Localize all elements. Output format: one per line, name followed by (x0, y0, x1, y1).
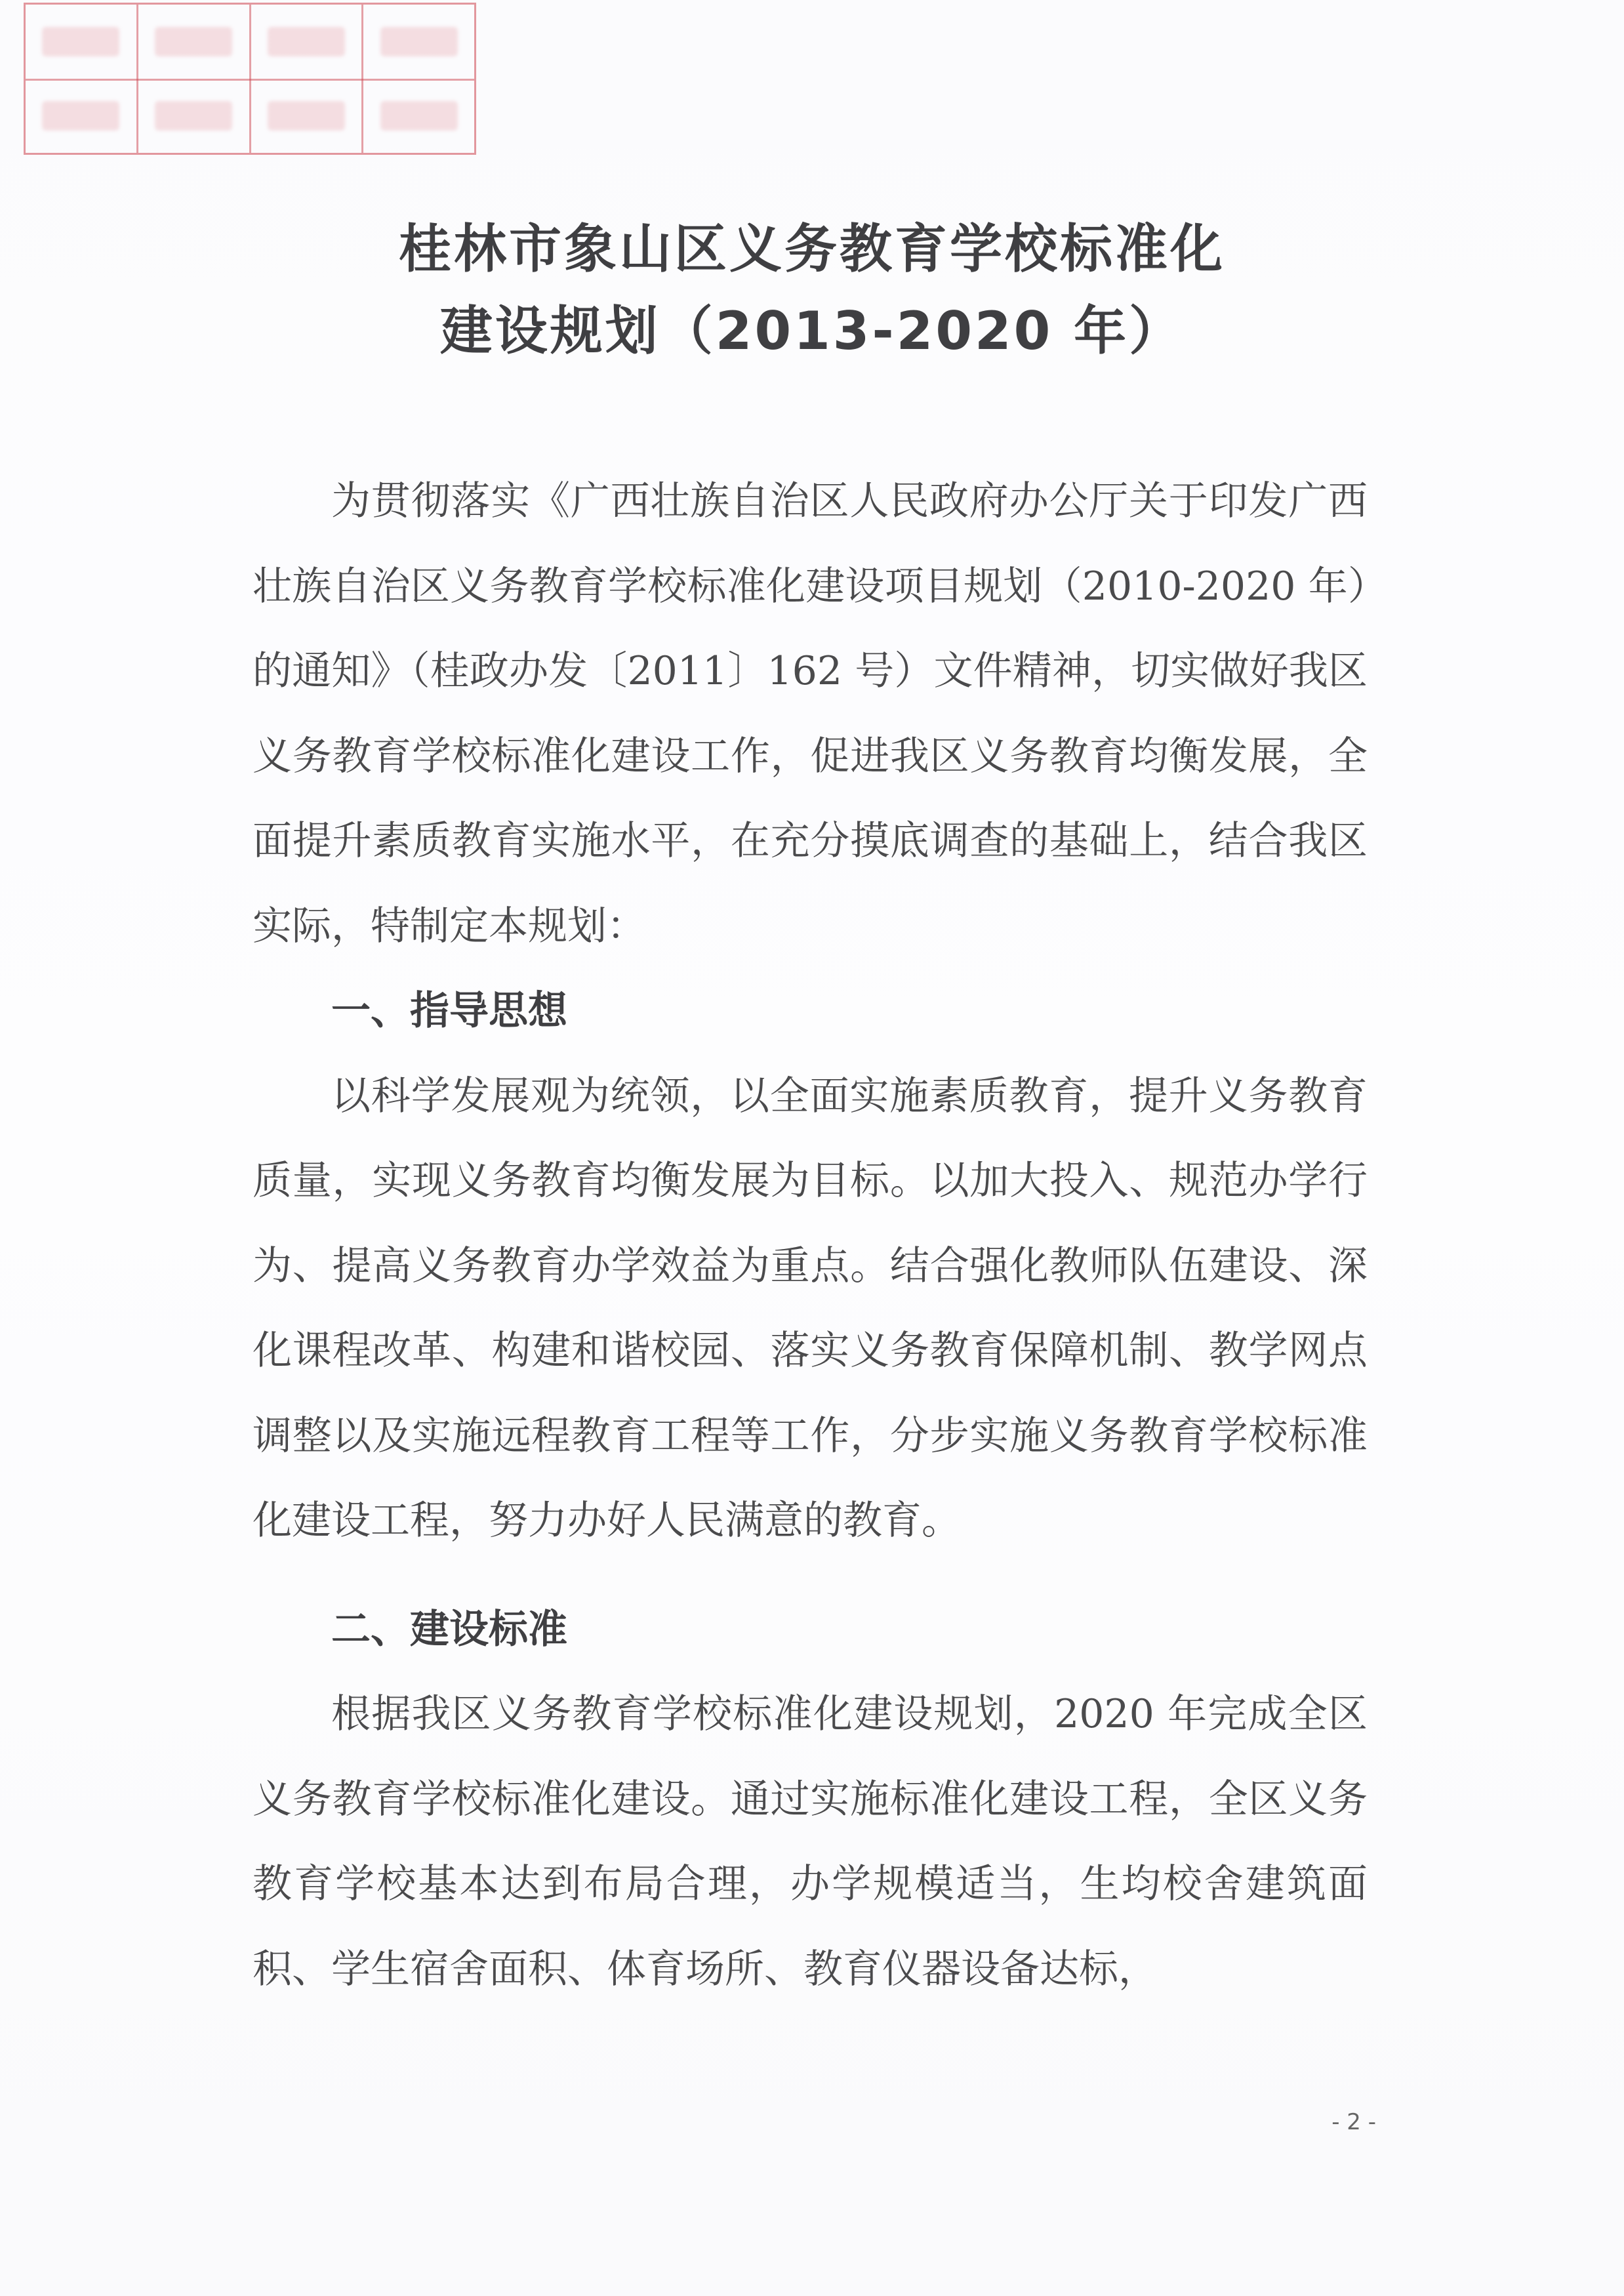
stamp-row (26, 5, 474, 81)
stamp-cell (363, 79, 474, 153)
section-paragraph: 根据我区义务教育学校标准化建设规划，2020 年完成全区义务教育学校标准化建设。通过实施标准化建设工程，全区义务教育学校基本达到布局合理，办学规模适当，生均校舍建筑面积、学生宿舍面积、体育场所、教育仪器设备达标， (253, 1691, 1368, 1992)
stamp-row (26, 79, 474, 153)
section-heading: 一、指导思想 (331, 988, 567, 1034)
document-body (253, 459, 1368, 2012)
document-title-line2: 建设规划（2013-2020 年） (439, 300, 1185, 361)
intro-paragraph: 为贯彻落实《广西壮族自治区人民政府办公厅关于印发广西壮族自治区义务教育学校标准化建设项目规划（2010-2020 年）的通知》（桂政办发〔2011〕162 号）文件精神，切实做好我区义务教育学校标准化建设工作，促进我区义务教育均衡发展，全面提升素质教育实施水平，在充分摸底调查的基础上，结合我区实际，特制定本规划： (253, 478, 1368, 949)
document-title-line1: 桂林市象山区义务教育学校标准化 (399, 218, 1225, 279)
stamp-cell (138, 79, 251, 153)
section-heading: 二、建设标准 (331, 1606, 567, 1652)
section-paragraph: 以科学发展观为统领，以全面实施素质教育，提升义务教育质量，实现义务教育均衡发展为目标。以加大投入、规范办学行为、提高义务教育办学效益为重点。结合强化教师队伍建设、深化课程改革、构建和谐校园、落实义务教育保障机制、教学网点调整以及实施远程教育工程等工作，分步实施义务教育学校标准化建设工程，努力办好人民满意的教育。 (253, 1073, 1368, 1544)
stamp-cell (26, 5, 138, 79)
stamp-cell (251, 5, 364, 79)
stamp-cell (138, 5, 251, 79)
stamp-cell (251, 79, 364, 153)
stamp-cell (363, 5, 474, 79)
page-number: - 2 - (1331, 2109, 1376, 2135)
stamp-cell (26, 79, 138, 153)
red-stamp-table (24, 3, 476, 155)
